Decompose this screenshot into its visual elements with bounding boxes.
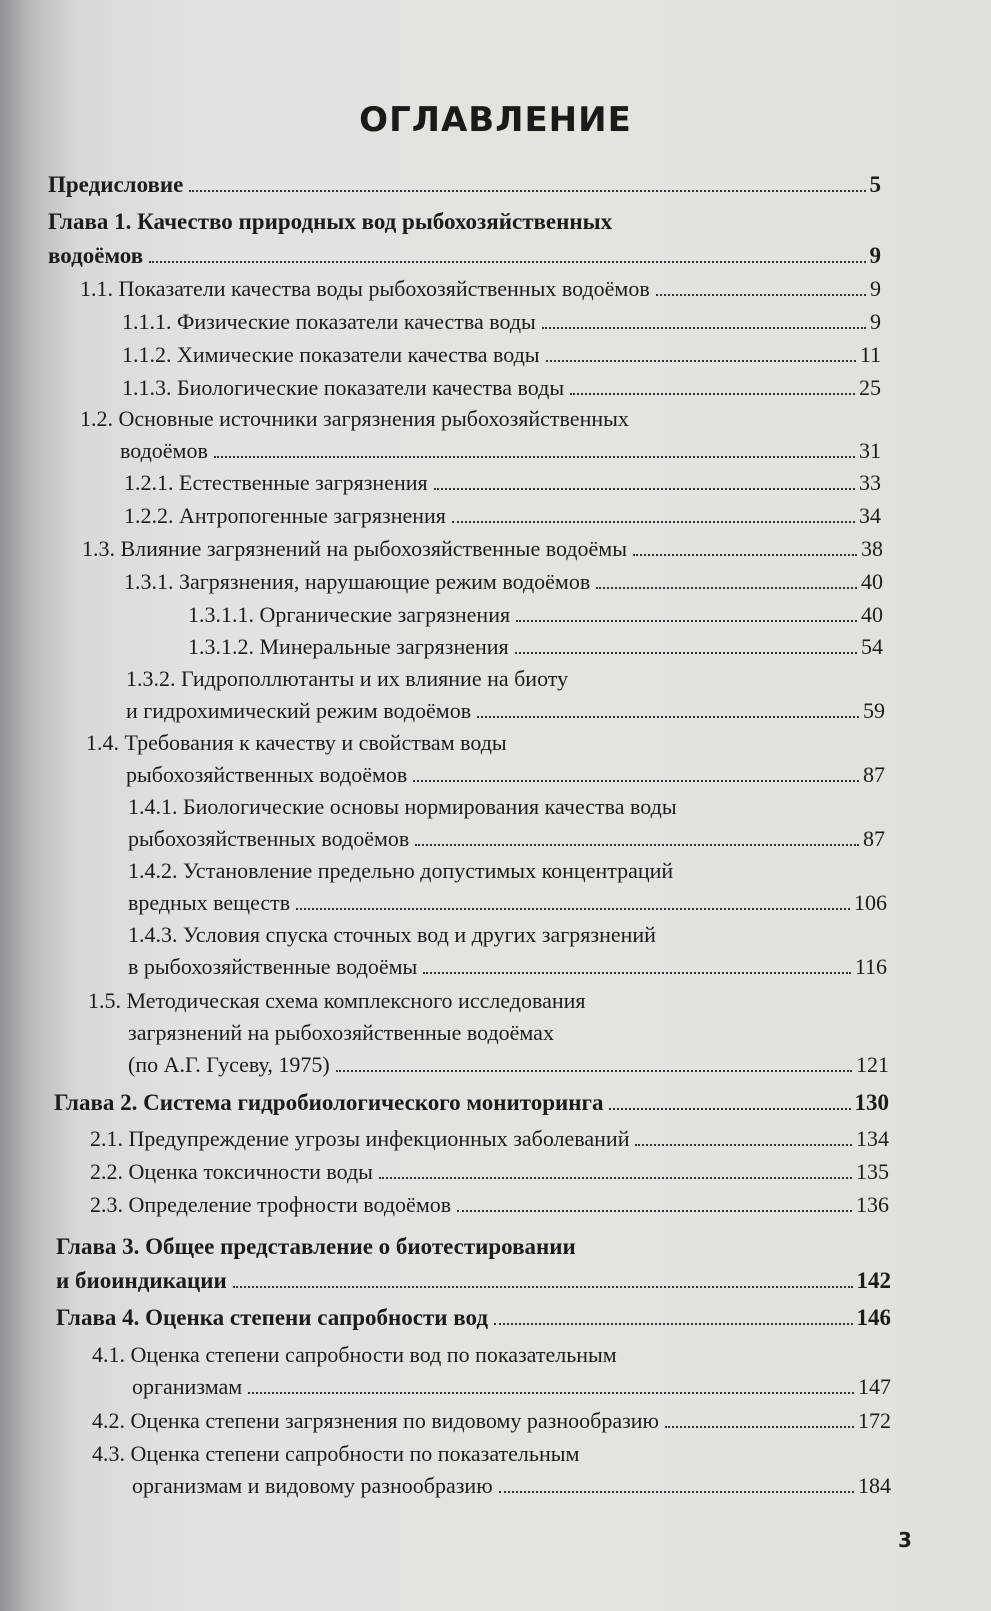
toc-entry-page: 147 — [858, 1374, 891, 1399]
toc-entry-title: (по А.Г. Гусеву, 1975) — [128, 1052, 330, 1077]
toc-entry-title: 1.1.3. Биологические показатели качества воды — [122, 375, 565, 400]
toc-entry[interactable] — [132, 1374, 891, 1400]
toc-entry-page: 87 — [863, 762, 885, 787]
toc-entry-page: 87 — [863, 826, 885, 851]
toc-entry-title: 1.3. Влияние загрязнений на рыбохозяйственные водоёмы — [82, 536, 627, 561]
toc-entry-page: 130 — [854, 1090, 889, 1115]
toc-entry[interactable] — [82, 536, 883, 562]
toc-entry-title: 2.1. Предупреждение угрозы инфекционных заболеваний — [90, 1126, 630, 1151]
toc-entry-page: 9 — [869, 243, 881, 268]
toc-entry-page: 38 — [861, 536, 883, 561]
toc-entry-title-line[interactable]: 1.2. Основные источники загрязнения рыбохозяйственных — [80, 406, 629, 431]
toc-entry-page: 25 — [859, 375, 881, 400]
toc-entry-title-line[interactable]: 1.4.2. Установление предельно допустимых концентраций — [128, 858, 674, 883]
toc-entry-title: вредных веществ — [128, 890, 291, 915]
toc-entry-title: 2.3. Определение трофности водоёмов — [90, 1192, 452, 1217]
toc-entry-title: водоёмов — [48, 243, 144, 268]
toc-entry[interactable] — [128, 954, 887, 980]
toc-entry-page: 5 — [869, 172, 881, 197]
toc-entry-title: Глава 4. Оценка степени сапробности вод — [56, 1305, 489, 1330]
toc-entry-title-line[interactable]: 1.4.1. Биологические основы нормирования качества воды — [128, 794, 677, 819]
toc-entry-title: Глава 2. Система гидробиологического мониторинга — [54, 1090, 604, 1115]
toc-entry-title: и гидрохимический режим водоёмов — [126, 698, 472, 723]
toc-entry-title-line[interactable]: загрязнений на рыбохозяйственные водоёмах — [128, 1020, 554, 1045]
toc-entry[interactable] — [92, 1408, 891, 1434]
toc-entry[interactable] — [124, 503, 881, 529]
toc-entry[interactable] — [120, 438, 881, 464]
toc-entry[interactable] — [90, 1192, 889, 1218]
toc-entry-title: 4.2. Оценка степени загрязнения по видовому разнообразию — [92, 1408, 659, 1433]
toc-entry-page: 135 — [856, 1159, 889, 1184]
toc-entry-page: 134 — [856, 1126, 889, 1151]
toc-entry[interactable] — [128, 826, 885, 852]
toc-entry-page: 9 — [870, 276, 881, 301]
toc-entry-title-line[interactable]: 1.5. Методическая схема комплексного исследования — [88, 988, 586, 1013]
toc-entry[interactable] — [126, 762, 885, 788]
toc-entry-page: 9 — [870, 309, 881, 334]
toc-entry-title: Предисловие — [48, 172, 184, 197]
toc-entry-page: 142 — [856, 1268, 891, 1293]
toc-entry[interactable] — [122, 309, 881, 335]
toc-entry-title: 1.2.1. Естественные загрязнения — [124, 470, 428, 495]
toc-entry-title: 1.2.2. Антропогенные загрязнения — [124, 503, 446, 528]
toc-entry-title-line[interactable]: 1.4.3. Условия спуска сточных вод и других загрязнений — [128, 922, 656, 947]
toc-entry-page: 54 — [861, 634, 883, 659]
toc-entry[interactable] — [188, 602, 883, 628]
toc-entry-page: 172 — [858, 1408, 891, 1433]
toc-entry-title: 1.1.1. Физические показатели качества воды — [122, 309, 536, 334]
toc-entry[interactable] — [128, 890, 887, 916]
toc-entry-title: 1.3.1.1. Органические загрязнения — [188, 602, 511, 627]
toc-entry-page: 11 — [859, 342, 881, 367]
toc-entry-page: 31 — [859, 438, 881, 463]
toc-entry-title: рыбохозяйственных водоёмов — [126, 762, 408, 787]
toc-entry-title: 1.3.1.2. Минеральные загрязнения — [188, 634, 509, 659]
toc-entry[interactable] — [132, 1473, 891, 1499]
toc-entry-page: 106 — [854, 890, 887, 915]
toc-entry-title-line[interactable]: Глава 1. Качество природных вод рыбохозяйственных — [48, 209, 613, 234]
toc-entry-title-line[interactable]: Глава 3. Общее представление о биотестировании — [56, 1234, 576, 1259]
toc-entry-title: в рыбохозяйственные водоёмы — [128, 954, 418, 979]
toc-entry-title-line[interactable]: 1.3.2. Гидрополлютанты и их влияние на биоту — [126, 666, 569, 691]
toc-entry[interactable] — [124, 470, 881, 496]
toc-entry-page: 121 — [856, 1052, 889, 1077]
toc-entry-title: 2.2. Оценка токсичности воды — [90, 1159, 373, 1184]
toc-entry[interactable] — [48, 243, 881, 269]
toc-entry[interactable] — [122, 375, 881, 401]
toc-entry-title-line[interactable]: 4.1. Оценка степени сапробности вод по показательным — [92, 1342, 617, 1367]
toc-entry-title-line[interactable]: 4.3. Оценка степени сапробности по показательным — [92, 1441, 580, 1466]
toc-entry[interactable] — [188, 634, 883, 660]
toc-entry-page: 116 — [854, 954, 887, 979]
toc-entry[interactable] — [54, 1090, 889, 1116]
toc-entry-title: рыбохозяйственных водоёмов — [128, 826, 410, 851]
page-title: ОГЛАВЛЕНИЕ — [359, 100, 632, 140]
toc-entry[interactable] — [126, 698, 885, 724]
toc-entry[interactable] — [122, 342, 881, 368]
toc-entry[interactable] — [56, 1268, 891, 1294]
toc-entry-title: водоёмов — [120, 438, 208, 463]
toc-entry[interactable] — [90, 1159, 889, 1185]
toc-entry[interactable] — [80, 276, 881, 302]
toc-entry[interactable] — [90, 1126, 889, 1152]
page-number: 3 — [898, 1528, 912, 1552]
toc-entry-page: 34 — [859, 503, 881, 528]
toc-entry-page: 146 — [856, 1305, 891, 1330]
toc-entry-page: 184 — [858, 1473, 891, 1498]
toc-entry-page: 136 — [856, 1192, 889, 1217]
toc-entry-page: 40 — [861, 569, 883, 594]
toc-entry-title-line[interactable]: 1.4. Требования к качеству и свойствам воды — [86, 730, 507, 755]
toc-entry-title: и биоиндикации — [56, 1268, 227, 1293]
toc-entry-title: 1.1. Показатели качества воды рыбохозяйственных водоёмов — [80, 276, 650, 301]
toc-entry-page: 59 — [863, 698, 885, 723]
toc-entry[interactable] — [128, 1052, 889, 1078]
toc-entry-title: 1.3.1. Загрязнения, нарушающие режим водоёмов — [124, 569, 591, 594]
toc-entry-title: организмам — [132, 1374, 243, 1399]
toc-entry[interactable] — [48, 172, 881, 198]
toc-entry-title: организмам и видовому разнообразию — [132, 1473, 493, 1498]
toc-entry[interactable] — [124, 569, 883, 595]
toc-entry-page: 33 — [859, 470, 881, 495]
toc-entry-page: 40 — [861, 602, 883, 627]
toc-entry[interactable] — [56, 1305, 891, 1331]
toc-entry-title: 1.1.2. Химические показатели качества воды — [122, 342, 540, 367]
